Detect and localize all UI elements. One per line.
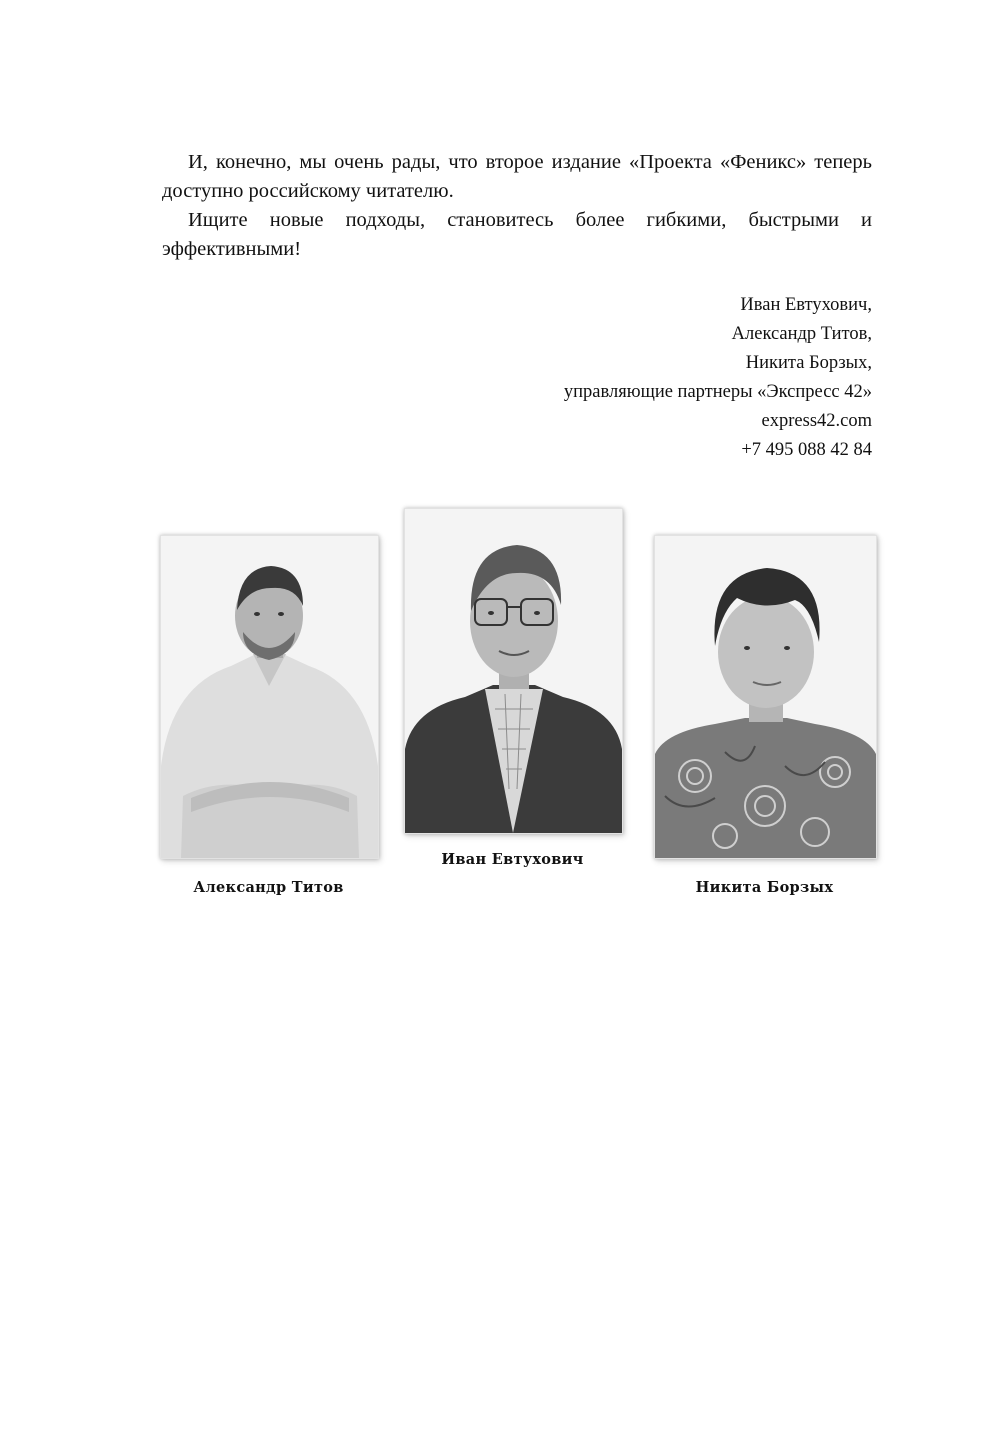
signature-line: Никита Борзых,: [745, 353, 872, 373]
body-text: [162, 148, 872, 264]
signature-website: express42.com: [761, 411, 872, 431]
portrait-caption: Никита Борзых: [695, 879, 834, 896]
portrait-photo: [654, 535, 877, 859]
signature-line: Иван Евтухович,: [740, 295, 872, 315]
portrait-photo: [404, 508, 623, 834]
portrait-photo: [160, 535, 379, 859]
paragraph: Ищите новые подходы, становитесь более гибкими, быстрыми и эффективными!: [162, 209, 872, 260]
signature-line: управляющие партнеры «Экспресс 42»: [563, 382, 872, 402]
portrait-caption: Александр Титов: [193, 879, 344, 896]
signature-block: [564, 291, 872, 465]
portrait-image: [161, 536, 378, 858]
portrait-image: [405, 509, 622, 833]
signature-line: Александр Титов,: [731, 324, 872, 344]
portrait-image: [655, 536, 876, 858]
signature-phone: +7 495 088 42 84: [741, 440, 872, 460]
paragraph: И, конечно, мы очень рады, что второе издание «Проекта «Феникс» теперь доступно российскому читателю.: [162, 151, 872, 202]
portrait-caption: Иван Евтухович: [441, 851, 584, 868]
